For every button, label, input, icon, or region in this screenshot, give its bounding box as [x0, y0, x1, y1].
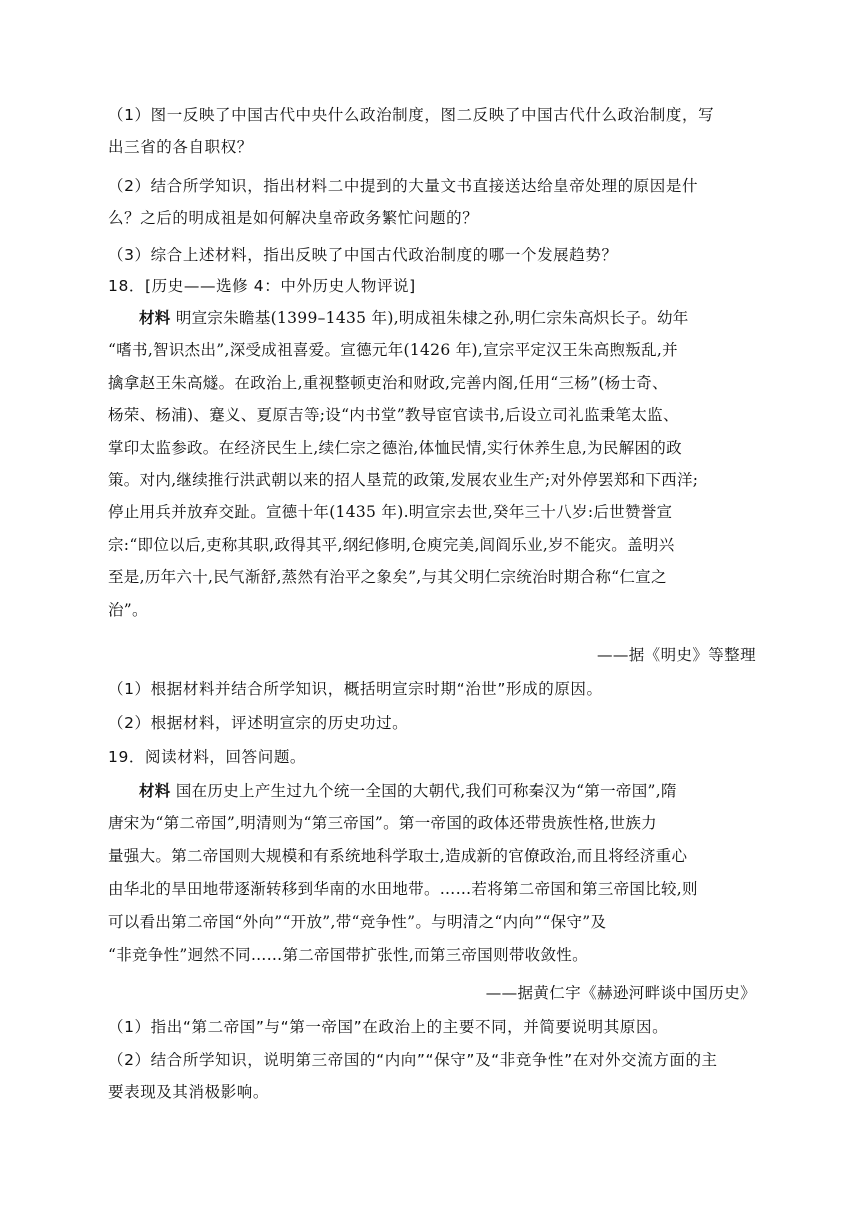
q17-sub1-line1: （1）图一反映了中国古代中央什么政治制度，图二反映了中国古代什么政治制度，写: [108, 106, 715, 124]
q19-source: ——据黄仁宇《赫逊河畔谈中国历史》: [485, 984, 756, 1002]
q18-material-line: 宗:“即位以后,吏称其职,政得其平,纲纪修明,仓庾完美,闾阎乐业,岁不能灾。盖明兴: [108, 536, 675, 554]
q18-material-line: 掌印太监参政。在经济民生上,续仁宗之德治,体恤民情,实行休养生息,为民解困的政: [108, 439, 682, 457]
q18-material-line: 治”。: [108, 601, 148, 619]
q18-sub1: （1）根据材料并结合所学知识，概括明宣宗时期“治世”形成的原因。: [108, 680, 603, 698]
q18-source: ——据《明史》等整理: [596, 646, 756, 664]
q19-sub1: （1）指出“第二帝国”与“第一帝国”在政治上的主要不同，并简要说明其原因。: [108, 1018, 669, 1036]
q18-material-line: 至是,历年六十,民气渐舒,蒸然有治平之象矣”,与其父明仁宗统治时期合称“仁宣之: [108, 568, 667, 586]
q19-sub2-line1: （2）结合所学知识，说明第三帝国的“内向”“保守”及“非竞争性”在对外交流方面的主: [108, 1051, 718, 1069]
q17-sub2-line2: 么？之后的明成祖是如何解决皇帝政务繁忙问题的？: [108, 209, 479, 227]
q19-material-line: “非竞争性”迥然不同……第二帝国带扩张性,而第三帝国则带收敛性。: [108, 946, 588, 964]
q19-material-line: 量强大。第二帝国则大规模和有系统地科学取士,造成新的官僚政治,而且将经济重心: [108, 847, 688, 865]
q18-material-line: “嗜书,智识杰出”,深受成祖喜爱。宣德元年(1426 年),宣宗平定汉王朱高煦叛乱,并: [108, 341, 678, 359]
q19-material-line: 唐宋为“第二帝国”,明清则为“第三帝国”。第一帝国的政体还带贵族性格,世族力: [108, 814, 657, 832]
q18-material-line: 杨荣、杨浦)、蹇义、夏原吉等;设“内书堂”教导宦官读书,后设立司礼监秉笔太监、: [108, 406, 679, 424]
q18-material-line: 擒拿赵王朱高燧。在政治上,重视整顿吏治和财政,完善内阁,任用“三杨”(杨士奇、: [108, 374, 668, 392]
q18-material-line: 策。对内,继续推行洪武朝以来的招人垦荒的政策,发展农业生产;对外停罢郑和下西洋;: [108, 471, 699, 489]
q17-sub2-line1: （2）结合所学知识，指出材料二中提到的大量文书直接送达给皇帝处理的原因是什: [108, 177, 699, 195]
q19-material-line: 可以看出第二帝国“外向”“开放”,带“竞争性”。与明清之“内向”“保守”及: [108, 913, 607, 931]
material-label: 材料: [139, 782, 171, 800]
q17-sub1-line2: 出三省的各自职权？: [108, 138, 253, 156]
q18-sub2: （2）根据材料，评述明宣宗的历史功过。: [108, 714, 409, 732]
q18-material-line: 材料 明宣宗朱瞻基(1399–1435 年),明成祖朱棣之孙,明仁宗朱高炽长子。幼年: [139, 309, 689, 327]
q19-material-line: 材料 国在历史上产生过九个统一全国的大朝代,我们可称秦汉为“第一帝国”,隋: [139, 782, 677, 800]
q18-heading: 18．[历史——选修 4：中外历史人物评说]: [108, 277, 416, 295]
q19-material-line: 由华北的旱田地带逐渐转移到华南的水田地带。……若将第二帝国和第三帝国比较,则: [108, 880, 698, 898]
q19-sub2-line2: 要表现及其消极影响。: [108, 1083, 270, 1101]
material-label: 材料: [139, 309, 171, 327]
q18-material-line: 停止用兵并放弃交趾。宣德十年(1435 年).明宣宗去世,癸年三十八岁:后世赞誉宣: [108, 503, 673, 521]
q17-sub3: （3）综合上述材料，指出反映了中国古代政治制度的哪一个发展趋势？: [108, 246, 618, 264]
q19-heading: 19．阅读材料，回答问题。: [108, 748, 307, 766]
